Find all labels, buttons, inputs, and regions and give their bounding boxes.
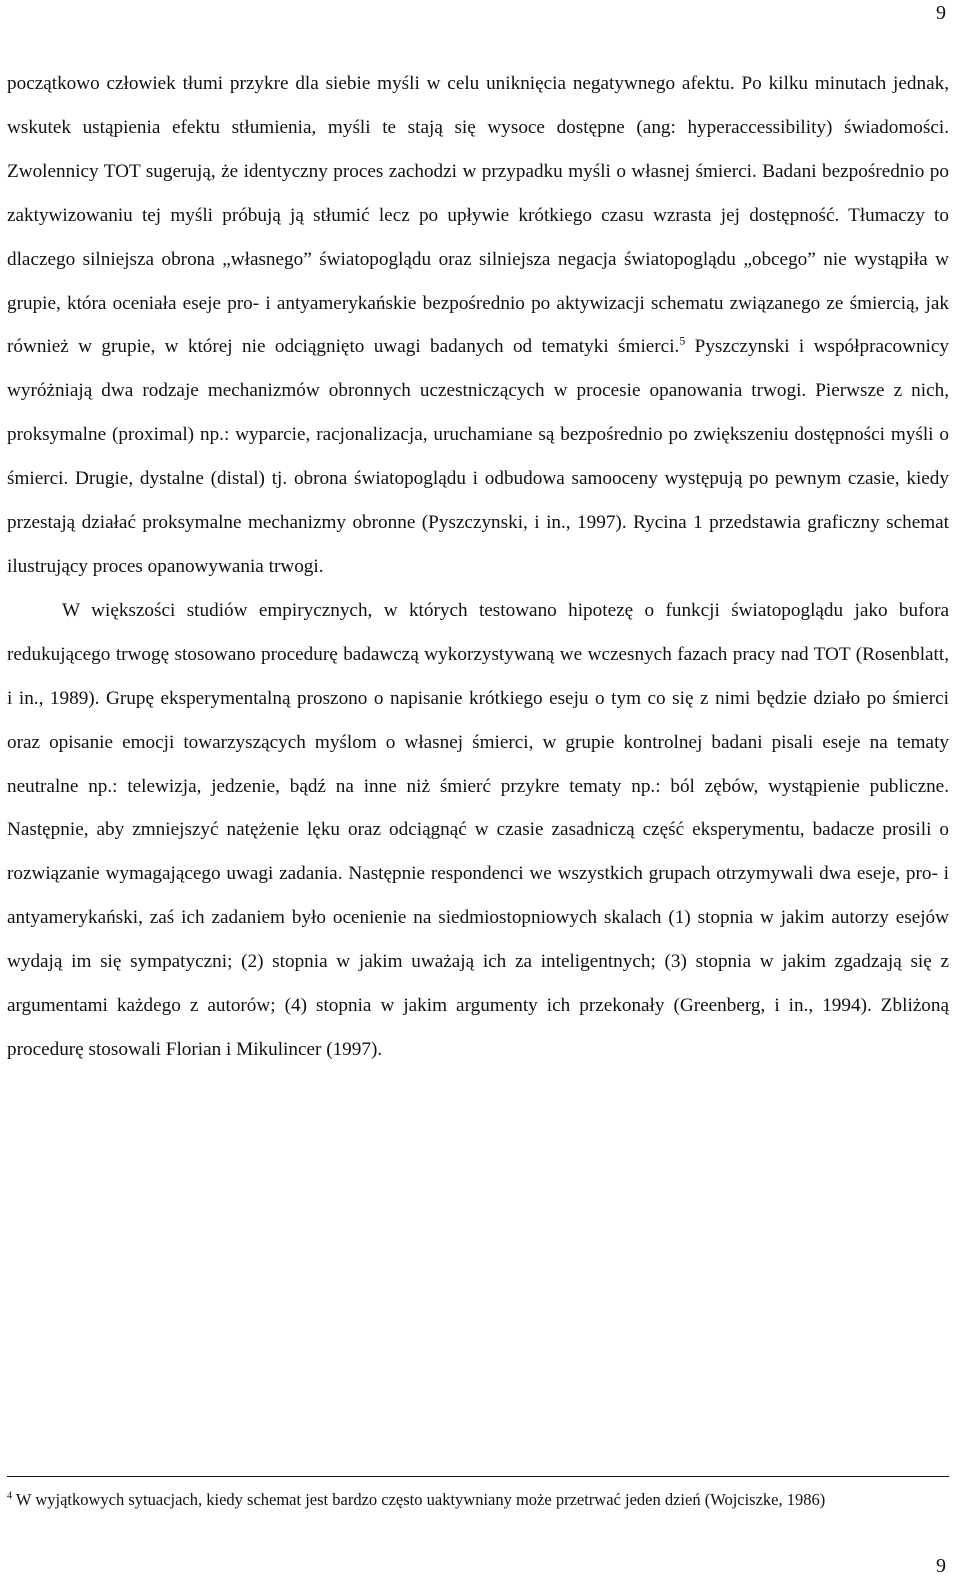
footnote — [7, 1487, 907, 1513]
paragraph-1-continuation: Pyszczynski i współpracownicy wyróżniają dwa rodzaje mechanizmów obronnych uczestniczących w procesie opanowania trwogi. Pierwsze z nich, proksymalne (proximal) np.: wyparcie, racjonalizacja, uruchamiane są bezpośrednio po zwiększeniu dostępności myśli o śmierci. Drugie, dystalne (distal) tj. obrona światopoglądu i odbudowa samooceny występują po pewnym czasie, kiedy przestają działać proksymalne mechanizmy obronne (Pyszczynski, i in., 1997). Rycina 1 przedstawia graficzny schemat ilustrujący proces opanowywania trwogi. — [7, 336, 949, 577]
paragraph-1-text: początkowo człowiek tłumi przykre dla siebie myśli w celu uniknięcia negatywnego afektu. Po kilku minutach jednak, wskutek ustąpienia efektu stłumienia, myśli te stają się wysoce dostępne (ang: hyperaccessibility) świadomości. Zwolennicy TOT sugerują, że identyczny proces zachodzi w przypadku myśli o własnej śmierci. Badani bezpośrednio po zaktywizowaniu tej myśli próbują ją stłumić lecz po upływie krótkiego czasu wzrasta jej dostępność. Tłumaczy to dlaczego silniejsza obrona „własnego” światopoglądu oraz silniejsza negacja światopoglądu „obcego” nie wystąpiła w grupie, która oceniała eseje pro- i antyamerykańskie bezpośrednio po aktywizacji schematu związanego ze śmiercią, jak również w grupie, w której nie odciągnięto uwagi badanych od tematyki śmierci. — [7, 73, 949, 358]
paragraph-1 — [7, 62, 949, 589]
body-text — [7, 62, 949, 1072]
footnote-marker: 4 — [7, 1490, 13, 1502]
paragraph-2: W większości studiów empirycznych, w których testowano hipotezę o funkcji światopoglądu jako bufora redukującego trwogę stosowano procedurę badawczą wykorzystywaną we wczesnych fazach pracy nad TOT (Rosenblatt, i in., 1989). Grupę eksperymentalną proszono o napisanie krótkiego eseju o tym co się z nimi będzie działo po śmierci oraz opisanie emocji towarzyszących myślom o własnej śmierci, w grupie kontrolnej badani pisali eseje na tematy neutralne np.: telewizja, jedzenie, bądź na inne niż śmierć przykre tematy np.: ból zębów, wystąpienie publiczne. Następnie, aby zmniejszyć natężenie lęku oraz odciągnąć w czasie zasadniczą część eksperymentu, badacze prosili o rozwiązanie wymagającego uwagi zadania. Następnie respondenci we wszystkich grupach otrzymywali dwa eseje, pro- i antyamerykański, zaś ich zadaniem było ocenienie na siedmiostopniowych skalach (1) stopnia w jakim autorzy esejów wydają im się sympatyczni; (2) stopnia w jakim uważają ich za inteligentnych; (3) stopnia w jakim zgadzają się z argumentami każdego z autorów; (4) stopnia w jakim argumenty ich przekonały (Greenberg, i in., 1994). Zbliżoną procedurę stosowali Florian i Mikulincer (1997). — [7, 599, 949, 1060]
page-number-bottom: 9 — [936, 1555, 946, 1577]
footnote-reference: 5 — [679, 334, 686, 349]
page-number-top: 9 — [936, 2, 946, 24]
footnote-divider — [7, 1476, 949, 1477]
footnote-text: W wyjątkowych sytuacjach, kiedy schemat jest bardzo często uaktywniany może przetrwać jeden dzień (Wojciszke, 1986) — [12, 1490, 826, 1509]
